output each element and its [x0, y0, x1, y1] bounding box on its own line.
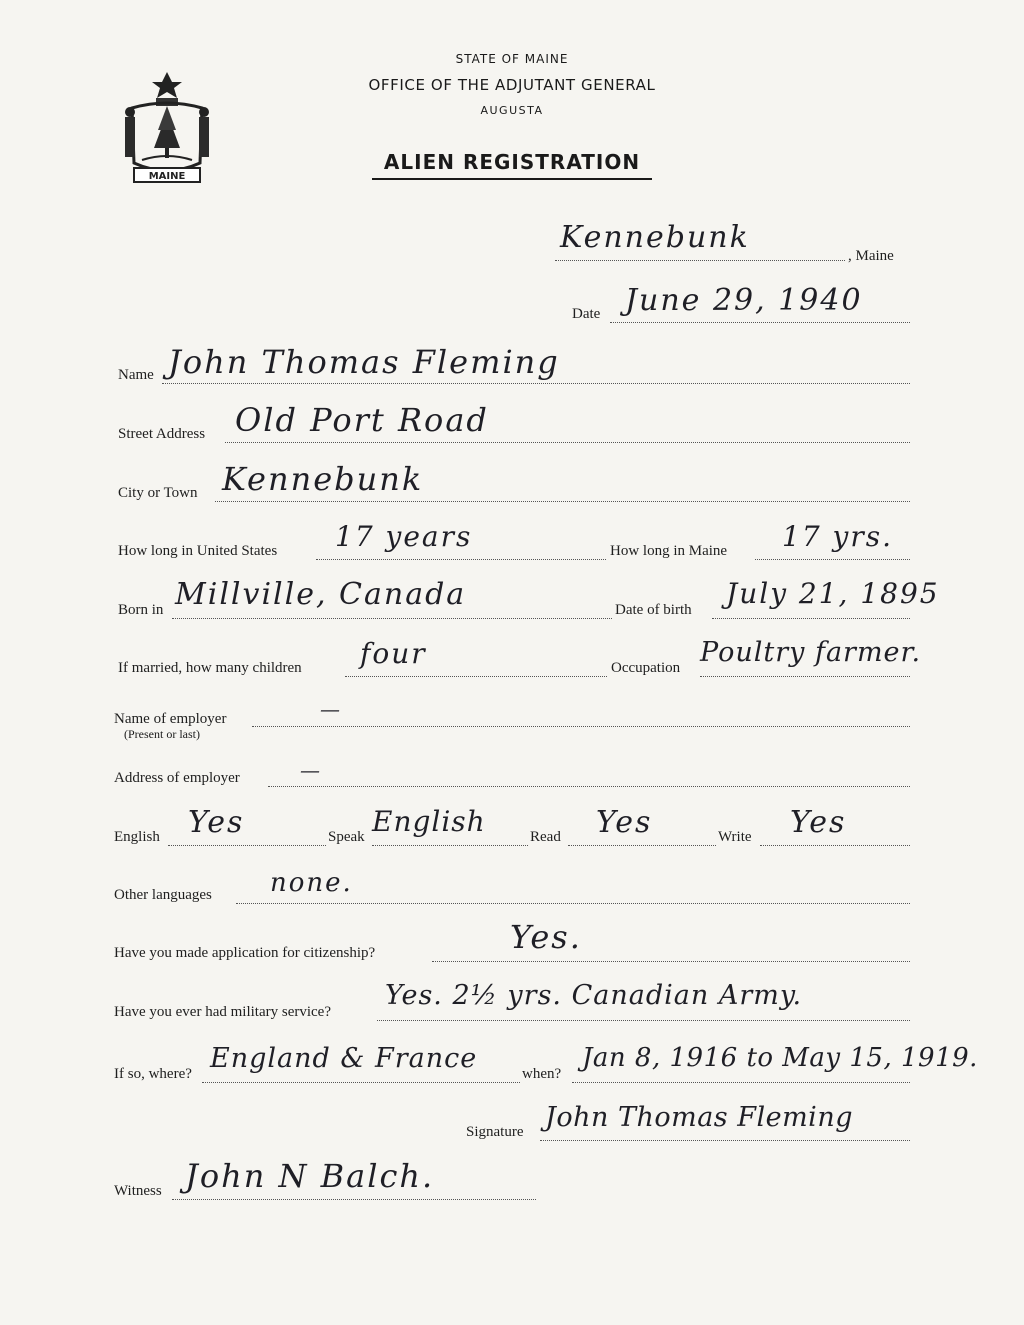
- write-label: Write: [718, 829, 752, 845]
- city-label: City or Town: [118, 485, 198, 501]
- occupation-value: Poultry farmer.: [700, 637, 922, 668]
- location-suffix: , Maine: [848, 248, 894, 264]
- other-languages-value: none.: [270, 868, 353, 898]
- employer-name-value: —: [320, 697, 342, 721]
- when-line: [572, 1082, 910, 1083]
- location-value: Kennebunk: [560, 220, 750, 255]
- name-line: [162, 383, 910, 384]
- children-label: If married, how many children: [118, 660, 302, 676]
- born-in-label: Born in: [118, 602, 164, 618]
- where-line: [202, 1082, 520, 1083]
- employer-address-line: [268, 786, 910, 787]
- street-line: [225, 442, 910, 443]
- when-value: Jan 8, 1916 to May 15, 1919.: [582, 1043, 978, 1073]
- city-line: [215, 501, 910, 502]
- how-long-us-line: [316, 559, 606, 560]
- employer-address-label: Address of employer: [114, 770, 240, 786]
- street-value: Old Port Road: [235, 401, 489, 439]
- employer-name-line: [252, 726, 910, 727]
- speak-line: [372, 845, 528, 846]
- military-line: [377, 1020, 910, 1021]
- citizenship-line: [432, 961, 910, 962]
- how-long-maine-line: [755, 559, 910, 560]
- where-label: If so, where?: [114, 1066, 192, 1082]
- children-line: [345, 676, 607, 677]
- english-line: [168, 845, 326, 846]
- read-value: Yes: [596, 805, 653, 840]
- city-value: Kennebunk: [222, 460, 424, 498]
- witness-value: John N Balch.: [185, 1157, 435, 1195]
- where-value: England & France: [210, 1043, 478, 1074]
- write-line: [760, 845, 910, 846]
- how-long-maine-value: 17 yrs.: [782, 520, 894, 553]
- employer-name-label: Name of employer: [114, 711, 227, 727]
- how-long-us-value: 17 years: [335, 520, 473, 553]
- seal-text: MAINE: [148, 171, 186, 182]
- date-of-birth-line: [712, 618, 910, 619]
- signature-label: Signature: [466, 1124, 524, 1140]
- read-label: Read: [530, 829, 561, 845]
- date-label: Date: [572, 306, 601, 322]
- military-value: Yes. 2½ yrs. Canadian Army.: [385, 980, 803, 1011]
- name-label: Name: [118, 367, 154, 383]
- form-title: ALIEN REGISTRATION: [383, 150, 641, 174]
- read-line: [568, 845, 716, 846]
- speak-label: Speak: [328, 829, 365, 845]
- header-state: STATE OF MAINE: [455, 52, 569, 66]
- citizenship-label: Have you made application for citizenship?: [114, 945, 376, 961]
- witness-line: [172, 1199, 536, 1200]
- occupation-line: [700, 676, 910, 677]
- born-in-line: [172, 618, 612, 619]
- header-city: AUGUSTA: [480, 104, 544, 117]
- employer-name-sublabel: (Present or last): [124, 727, 200, 741]
- how-long-us-label: How long in United States: [118, 543, 278, 559]
- english-label: English: [114, 829, 160, 845]
- witness-label: Witness: [114, 1183, 162, 1199]
- speak-value: English: [372, 805, 486, 838]
- location-line: [555, 260, 845, 261]
- signature-line: [540, 1140, 910, 1141]
- date-line: [610, 322, 910, 323]
- how-long-maine-label: How long in Maine: [610, 543, 728, 559]
- date-of-birth-value: July 21, 1895: [726, 577, 940, 610]
- street-label: Street Address: [118, 426, 206, 442]
- employer-address-value: —: [300, 758, 322, 782]
- signature-value: John Thomas Fleming: [545, 1102, 853, 1133]
- other-languages-label: Other languages: [114, 887, 212, 903]
- header-office: OFFICE OF THE ADJUTANT GENERAL: [368, 76, 656, 94]
- english-value: Yes: [188, 805, 245, 840]
- date-of-birth-label: Date of birth: [615, 602, 692, 618]
- other-languages-line: [236, 903, 910, 904]
- children-value: four: [360, 637, 427, 670]
- title-underline: [372, 178, 652, 180]
- write-value: Yes: [790, 805, 847, 840]
- when-label: when?: [522, 1066, 562, 1082]
- born-in-value: Millville, Canada: [175, 577, 467, 612]
- military-label: Have you ever had military service?: [114, 1004, 331, 1020]
- name-value: John Thomas Fleming: [168, 343, 560, 381]
- date-value: June 29, 1940: [625, 283, 863, 318]
- citizenship-value: Yes.: [510, 918, 582, 956]
- occupation-label: Occupation: [611, 660, 681, 676]
